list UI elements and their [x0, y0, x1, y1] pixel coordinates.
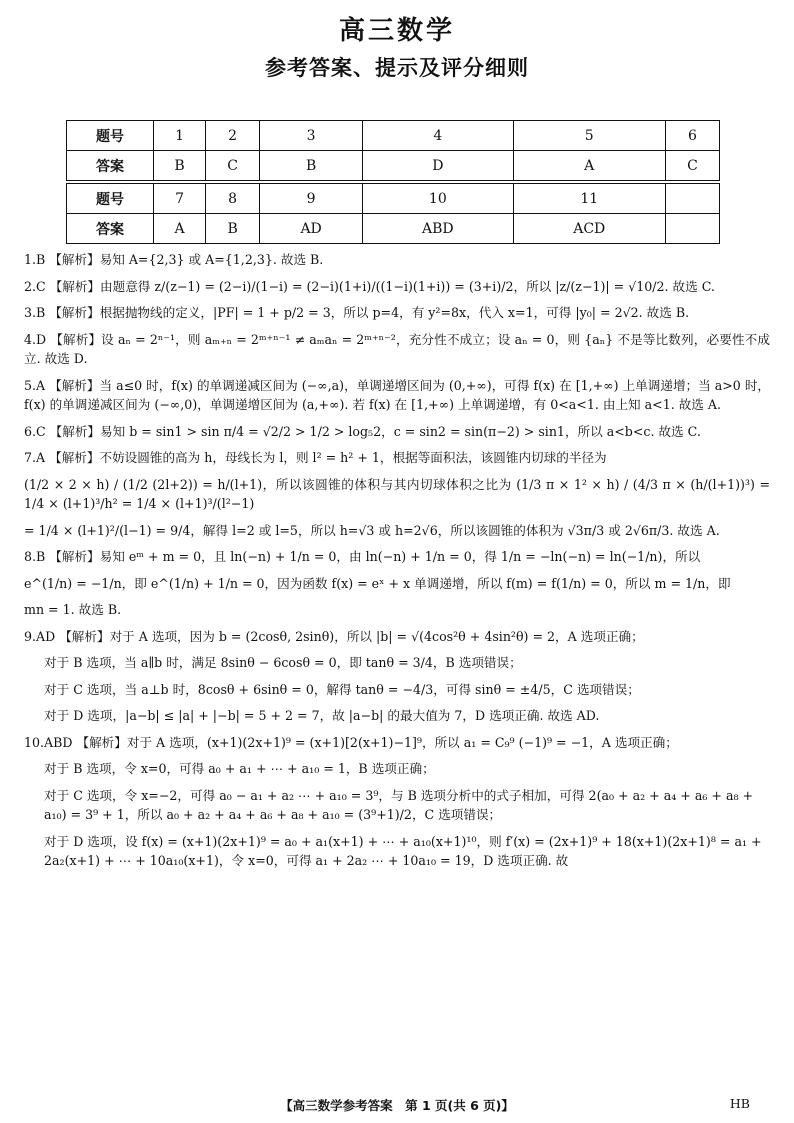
- table-cell: 7: [154, 182, 206, 214]
- solution-9-option-c: 对于 C 选项，当 a⊥b 时，8cosθ + 6sinθ = 0，解得 tanθ = −4/3，可得 sinθ = ±4/5，C 选项错误；: [44, 681, 640, 697]
- answer-table: [66, 120, 720, 244]
- solution-3: 3.B 【解析】根据抛物线的定义，|PF| = 1 + p/2 = 3，所以 p=4，有 y²=8x，代入 x=1，可得 |y₀| = 2√2. 故选 B.: [24, 305, 690, 321]
- solution-7-line-1: 7.A 【解析】不妨设圆锥的高为 h，母线长为 l，则 l² = h² + 1，根据等面积法，该圆锥内切球的半径为: [24, 450, 607, 466]
- solution-7-line-2: (1/2 × 2 × h) / (1/2 (2l+2)) = h/(l+1)，所以该圆锥的体积与其内切球体积之比为 (1/3 π × 1² × h) / (4/3 π × (h/(l+1))³) = 1/4 × (l+1)³/h² = 1/4 × (l+1)³/(l²−1): [24, 476, 770, 512]
- table-cell: 6: [665, 121, 719, 151]
- table-cell: 9: [260, 182, 363, 214]
- table-cell: A: [154, 214, 206, 244]
- table-row-numbers-2: [67, 182, 720, 214]
- solution-5: 5.A 【解析】当 a≤0 时，f(x) 的单调递减区间为 (−∞,a)，单调递增区间为 (0,+∞)，可得 f(x) 在 [1,+∞) 上单调递增；当 a>0 时，f(x) 的单调递减区间为 (−∞,0)，单调递增区间为 (a,+∞). 若 f(x) 在 [1,+∞) 上单调递增，有 0<a<1. 由上知 a<1. 故选 A.: [24, 377, 771, 413]
- table-cell: 1: [154, 121, 206, 151]
- table-cell: A: [513, 151, 665, 183]
- footer-page-info: 【高三数学参考答案 第 1 页(共 6 页)】: [280, 1098, 514, 1113]
- solution-9-option-b: 对于 B 选项，当 a∥b 时，满足 8sinθ − 6cosθ = 0，即 tanθ = 3/4，B 选项错误；: [44, 655, 522, 671]
- table-cell: ABD: [363, 214, 513, 244]
- table-cell: B: [154, 151, 206, 183]
- table-cell: 2: [206, 121, 260, 151]
- table-cell: 8: [206, 182, 260, 214]
- table-row-numbers-1: [67, 121, 720, 151]
- solution-10-option-b: 对于 B 选项，令 x=0，可得 a₀ + a₁ + ⋯ + a₁₀ = 1，B 选项正确；: [44, 761, 435, 777]
- solution-10-option-a: 10.ABD 【解析】对于 A 选项，(x+1)(2x+1)⁹ = (x+1)[2(x+1)−1]⁹，所以 a₁ = C₉⁹ (−1)⁹ = −1，A 选项正确；: [24, 734, 678, 750]
- row-label-no: 题号: [67, 121, 154, 151]
- row-label-ans: 答案: [67, 151, 154, 183]
- table-cell: AD: [260, 214, 363, 244]
- solution-10-option-d: 对于 D 选项，设 f(x) = (x+1)(2x+1)⁹ = a₀ + a₁(x+1) + ⋯ + a₁₀(x+1)¹⁰，则 f′(x) = (2x+1)⁹ + 18(x+1)(2x+1)⁸ = a₁ + 2a₂(x+1) + ⋯ + 10a₁₀(x+1)，令 x=0，可得 a₁ + 2a₂ ⋯ + 10a₁₀ = 19，D 选项正确. 故: [44, 833, 762, 869]
- solution-8-line-3: mn = 1. 故选 B.: [24, 602, 122, 618]
- solution-2: 2.C 【解析】由题意得 z/(z−1) = (2−i)/(1−i) = (2−i)(1+i)/((1−i)(1+i)) = (3+i)/2，所以 |z/(z−1)| = √10/2. 故选 C.: [24, 278, 715, 294]
- solutions-body: [24, 250, 770, 878]
- solution-6: 6.C 【解析】易知 b = sin1 > sin π/4 = √2/2 > 1/2 > log₅2，c = sin2 = sin(π−2) > sin1，所以 a<b<c. 故选 C.: [24, 423, 701, 439]
- solution-8-line-1: 8.B 【解析】易知 eᵐ + m = 0，且 ln(−n) + 1/n = 0，由 ln(−n) + 1/n = 0，得 1/n = −ln(−n) = ln(−1/n)，所以: [24, 549, 701, 565]
- table-cell: B: [206, 214, 260, 244]
- solution-8-line-2: e^(1/n) = −1/n，即 e^(1/n) + 1/n = 0，因为函数 f(x) = eˣ + x 单调递增，所以 f(m) = f(1/n) = 0，所以 m = 1/n，即: [24, 575, 731, 591]
- table-row-answers-1: [67, 151, 720, 183]
- solution-10-option-c: 对于 C 选项，令 x=−2，可得 a₀ − a₁ + a₂ ⋯ + a₁₀ = 3⁹，与 B 选项分析中的式子相加，可得 2(a₀ + a₂ + a₄ + a₆ + a₈ + a₁₀) = 3⁹ + 1，所以 a₀ + a₂ + a₄ + a₆ + a₈ + a₁₀ = (3⁹+1)/2，C 选项错误；: [44, 787, 754, 823]
- table-cell: 10: [363, 182, 513, 214]
- row-label-ans: 答案: [67, 214, 154, 244]
- table-cell: C: [665, 151, 719, 183]
- table-cell: [665, 214, 719, 244]
- solution-9-option-a: 9.AD 【解析】对于 A 选项，因为 b = (2cosθ, 2sinθ)，所以 |b| = √(4cos²θ + 4sin²θ) = 2，A 选项正确；: [24, 628, 644, 644]
- footer-code: HB: [729, 1096, 750, 1111]
- table-cell: B: [260, 151, 363, 183]
- table-cell: D: [363, 151, 513, 183]
- table-cell: 4: [363, 121, 513, 151]
- solution-1: 1.B 【解析】易知 A={2,3} 或 A={1,2,3}. 故选 B.: [24, 252, 324, 267]
- table-cell: [665, 182, 719, 214]
- solution-4: 4.D 【解析】设 aₙ = 2ⁿ⁻¹，则 aₘ₊ₙ = 2ᵐ⁺ⁿ⁻¹ ≠ aₘaₙ = 2ᵐ⁺ⁿ⁻²，充分性不成立；设 aₙ = 0，则 {aₙ} 不是等比数列，必要性不成立. 故选 D.: [24, 331, 770, 367]
- solution-7-line-3: = 1/4 × (l+1)²/(l−1) = 9/4，解得 l=2 或 l=5，所以 h=√3 或 h=2√6，所以该圆锥的体积为 √3π/3 或 2√6π/3. 故选 A.: [24, 522, 720, 538]
- solution-9-option-d: 对于 D 选项，|a−b| ≤ |a| + |−b| = 5 + 2 = 7，故 |a−b| 的最大值为 7，D 选项正确. 故选 AD.: [44, 708, 600, 724]
- table-cell: 11: [513, 182, 665, 214]
- table-cell: C: [206, 151, 260, 183]
- table-cell: 5: [513, 121, 665, 151]
- table-row-answers-2: [67, 214, 720, 244]
- table-cell: ACD: [513, 214, 665, 244]
- page-subtitle: 参考答案、提示及评分细则: [265, 56, 529, 80]
- page-title: 高三数学: [338, 16, 455, 46]
- table-cell: 3: [260, 121, 363, 151]
- row-label-no: 题号: [67, 182, 154, 214]
